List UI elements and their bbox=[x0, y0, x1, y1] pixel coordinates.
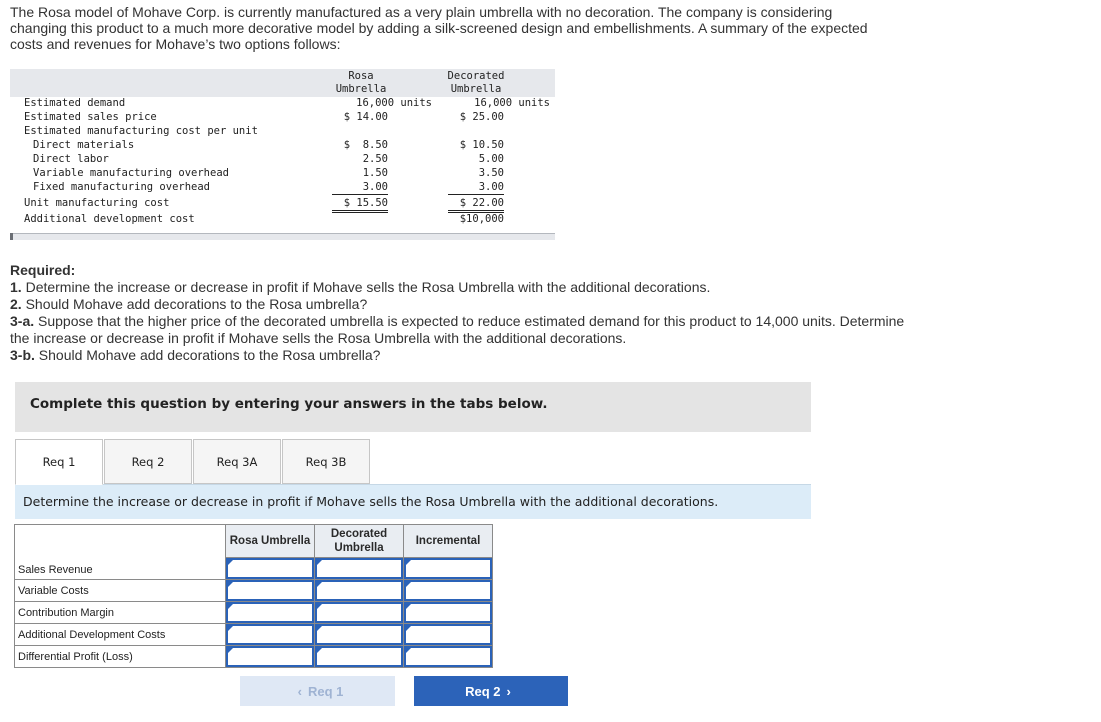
differential-profit-decorated-cell bbox=[315, 646, 404, 668]
variable-costs-decorated-cell bbox=[315, 580, 404, 602]
problem-intro: The Rosa model of Mohave Corp. is currently manufactured as a very plain umbrella with no decoration. The company is considering changing this product to a much more decorative model by adding a silk-screened design and embellishments. A summary of the expected costs and revenues for Mohave’s two options follows: bbox=[10, 4, 868, 52]
required-item-1-num: 1. bbox=[10, 279, 22, 295]
answer-table bbox=[14, 524, 493, 668]
row-label-demand: Estimated demand bbox=[24, 97, 126, 109]
row-label-dev-cost: Additional development cost bbox=[24, 213, 195, 225]
contribution-margin-rosa-input[interactable] bbox=[226, 602, 314, 623]
row-label-materials: Direct materials bbox=[33, 139, 135, 151]
rosa-labor: 2.50 bbox=[362, 153, 388, 165]
row-label-contribution-margin: Contribution Margin bbox=[15, 602, 226, 624]
variable-costs-rosa-input[interactable] bbox=[226, 580, 314, 601]
required-item-3a-text: Suppose that the higher price of the decorated umbrella is expected to reduce estimated demand for this product to 14,000 units. Determine the increase or decrease in profit if Mohave sells the Rosa Umbrella with the additional decorations. bbox=[10, 313, 905, 346]
row-label-sales-revenue: Sales Revenue bbox=[18, 564, 93, 576]
rosa-materials: $ 8.50 bbox=[343, 139, 388, 151]
header-incremental: Incremental bbox=[404, 525, 493, 558]
dev-costs-decorated-input[interactable] bbox=[315, 624, 403, 645]
instruction-text: Determine the increase or decrease in profit if Mohave sells the Rosa Umbrella with the additional decorations. bbox=[23, 494, 719, 509]
required-section bbox=[10, 262, 910, 364]
required-item-3b-text: Should Mohave add decorations to the Rosa umbrella? bbox=[34, 347, 381, 363]
dev-costs-decorated-cell bbox=[315, 624, 404, 646]
variable-costs-decorated-input[interactable] bbox=[315, 580, 403, 601]
row-label-unit-cost: Unit manufacturing cost bbox=[24, 197, 170, 209]
rosa-unit-cost: $ 15.50 bbox=[332, 197, 388, 213]
variable-costs-rosa-cell bbox=[226, 580, 315, 602]
row-label-fixed-overhead: Fixed manufacturing overhead bbox=[33, 181, 211, 193]
sales-revenue-incremental-input[interactable] bbox=[404, 558, 492, 579]
row-label-differential-profit: Differential Profit (Loss) bbox=[15, 646, 226, 668]
contribution-margin-decorated-input[interactable] bbox=[315, 602, 403, 623]
tab-req-3b[interactable]: Req 3B bbox=[282, 439, 370, 484]
contribution-margin-incremental-input[interactable] bbox=[404, 602, 492, 623]
decorated-fixed-overhead: 3.00 bbox=[448, 181, 504, 195]
sales-revenue-decorated-input[interactable] bbox=[315, 558, 403, 579]
table-row bbox=[15, 525, 226, 580]
decorated-unit-cost: $ 22.00 bbox=[448, 197, 504, 213]
table-row bbox=[15, 580, 493, 602]
col-header-rosa-line1: Rosa bbox=[348, 70, 374, 82]
table-left-accent bbox=[10, 233, 13, 240]
cost-data-table bbox=[10, 69, 555, 240]
decorated-materials: $ 10.50 bbox=[459, 139, 504, 151]
tab-req-2[interactable]: Req 2 bbox=[104, 439, 192, 484]
rosa-price: $ 14.00 bbox=[343, 111, 388, 123]
col-header-decorated-line1: Decorated bbox=[447, 70, 505, 82]
rosa-variable-overhead: 1.50 bbox=[362, 167, 388, 179]
contribution-margin-decorated-cell bbox=[315, 602, 404, 624]
banner-text: Complete this question by entering your answers in the tabs below. bbox=[30, 396, 548, 412]
next-button-label: Req 2 bbox=[465, 683, 501, 699]
tab-instruction bbox=[15, 484, 811, 519]
required-item-3a bbox=[10, 313, 910, 347]
col-header-decorated-line2: Umbrella bbox=[450, 83, 502, 95]
required-heading: Required: bbox=[10, 262, 76, 278]
row-label-variable-costs: Variable Costs bbox=[15, 580, 226, 602]
sales-revenue-rosa-cell bbox=[226, 558, 315, 580]
dev-costs-rosa-input[interactable] bbox=[226, 624, 314, 645]
table-row bbox=[15, 624, 493, 646]
sales-revenue-decorated-cell bbox=[315, 558, 404, 580]
differential-profit-incremental-input[interactable] bbox=[404, 646, 492, 667]
decorated-dev-cost: $10,000 bbox=[459, 213, 504, 225]
differential-profit-decorated-input[interactable] bbox=[315, 646, 403, 667]
required-item-3a-num: 3-a. bbox=[10, 313, 35, 329]
next-req-button[interactable] bbox=[414, 676, 568, 706]
differential-profit-rosa-cell bbox=[226, 646, 315, 668]
rosa-demand: 16,000 units bbox=[356, 97, 432, 109]
required-item-3b-num: 3-b. bbox=[10, 347, 35, 363]
header-rosa: Rosa Umbrella bbox=[226, 525, 315, 558]
tab-req-1[interactable]: Req 1 bbox=[15, 439, 103, 485]
decorated-labor: 5.00 bbox=[478, 153, 504, 165]
tab-req-3a[interactable]: Req 3A bbox=[193, 439, 281, 484]
row-label-price: Estimated sales price bbox=[24, 111, 157, 123]
row-label-mfg-cost: Estimated manufacturing cost per unit bbox=[24, 125, 258, 137]
row-label-labor: Direct labor bbox=[33, 153, 109, 165]
variable-costs-incremental-cell bbox=[404, 580, 493, 602]
sales-revenue-incremental-cell bbox=[404, 558, 493, 580]
answer-header-row bbox=[15, 525, 493, 558]
differential-profit-incremental-cell bbox=[404, 646, 493, 668]
chevron-right-icon: › bbox=[506, 683, 511, 699]
decorated-variable-overhead: 3.50 bbox=[478, 167, 504, 179]
table-row bbox=[15, 602, 493, 624]
table-row bbox=[15, 646, 493, 668]
row-label-variable-overhead: Variable manufacturing overhead bbox=[33, 167, 229, 179]
col-header-rosa-line2: Umbrella bbox=[335, 83, 387, 95]
rosa-fixed-overhead: 3.00 bbox=[332, 181, 388, 195]
variable-costs-incremental-input[interactable] bbox=[404, 580, 492, 601]
contribution-margin-rosa-cell bbox=[226, 602, 315, 624]
required-item-2-text: Should Mohave add decorations to the Rosa umbrella? bbox=[21, 296, 368, 312]
header-decorated: Decorated Umbrella bbox=[315, 525, 404, 558]
header-spacer bbox=[18, 532, 225, 564]
dev-costs-rosa-cell bbox=[226, 624, 315, 646]
dev-costs-incremental-cell bbox=[404, 624, 493, 646]
sales-revenue-rosa-input[interactable] bbox=[226, 558, 314, 579]
decorated-price: $ 25.00 bbox=[459, 111, 504, 123]
instructions-banner bbox=[15, 382, 811, 432]
required-item-2 bbox=[10, 296, 910, 313]
contribution-margin-incremental-cell bbox=[404, 602, 493, 624]
row-label-additional-development-costs: Additional Development Costs bbox=[15, 624, 226, 646]
dev-costs-incremental-input[interactable] bbox=[404, 624, 492, 645]
prev-req-button[interactable] bbox=[240, 676, 395, 706]
chevron-left-icon: ‹ bbox=[297, 683, 302, 699]
required-item-3b bbox=[10, 347, 910, 364]
differential-profit-rosa-input[interactable] bbox=[226, 646, 314, 667]
decorated-demand: 16,000 units bbox=[474, 97, 550, 109]
required-item-1-text: Determine the increase or decrease in profit if Mohave sells the Rosa Umbrella with the additional decorations. bbox=[21, 279, 711, 295]
prev-button-label: Req 1 bbox=[307, 683, 344, 699]
table-bottom-band bbox=[10, 233, 555, 240]
required-item-1 bbox=[10, 279, 910, 296]
required-item-2-num: 2. bbox=[10, 296, 22, 312]
